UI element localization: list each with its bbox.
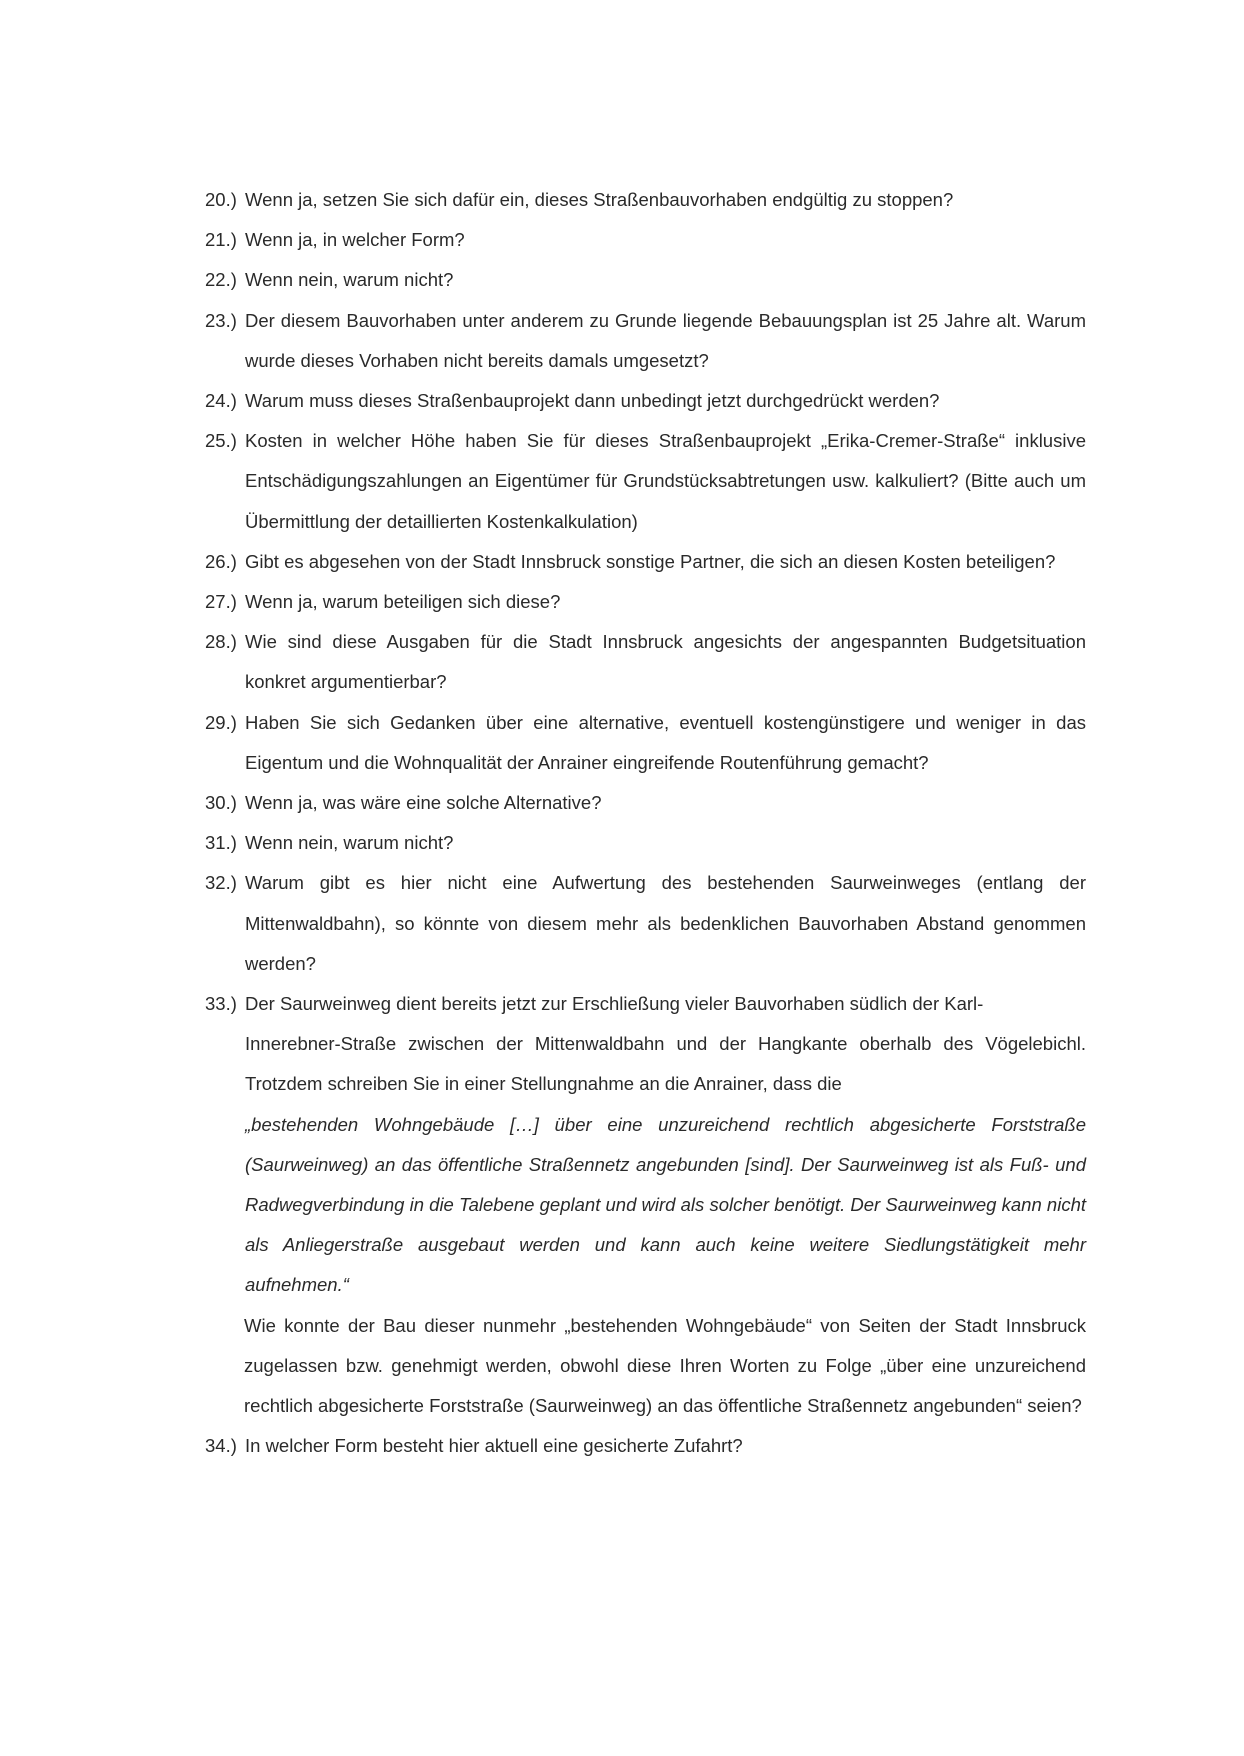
question-number: 25.) bbox=[205, 430, 237, 452]
question-text: Wie sind diese Ausgaben für die Stadt Innsbruck angesichts der angespannten Budgetsituation konkret argumentierbar? bbox=[245, 631, 1086, 693]
question-number: 33.) bbox=[205, 993, 237, 1015]
question-number: 30.) bbox=[205, 792, 237, 814]
question-number: 26.) bbox=[205, 550, 237, 572]
question-number: 24.) bbox=[205, 390, 237, 412]
question-33 bbox=[206, 984, 1086, 1426]
question-23 bbox=[206, 301, 1086, 381]
question-text: Haben Sie sich Gedanken über eine alternative, eventuell kostengünstigere und weniger in das Eigentum und die Wohnqualität der Anrainer eingreifende Routenführung gemacht? bbox=[245, 711, 1086, 773]
question-number: 29.) bbox=[205, 711, 237, 733]
question-text-continuation: Innerebner-Straße zwischen der Mittenwaldbahn und der Hangkante oberhalb des Vögelebichl. Trotzdem schreiben Sie in einer Stellungnahme an die Anrainer, dass die bbox=[245, 1033, 1086, 1095]
question-21 bbox=[206, 220, 1086, 260]
question-number: 32.) bbox=[205, 872, 237, 894]
question-text bbox=[245, 984, 1086, 1105]
question-number: 31.) bbox=[205, 832, 237, 854]
question-text: Wenn ja, in welcher Form? bbox=[245, 229, 465, 251]
follow-up-question: Wie konnte der Bau dieser nunmehr „bestehenden Wohngebäude“ von Seiten der Stadt Innsbruck zugelassen bzw. genehmigt werden, obwohl diese Ihren Worten zu Folge „über eine unzureichend rechtlich abgesicherte Forststraße (Saurweinweg) an das öffentliche Straßennetz angebunden“ seien? bbox=[244, 1314, 1086, 1417]
question-24 bbox=[206, 381, 1086, 421]
question-text: Wenn nein, warum nicht? bbox=[245, 269, 454, 291]
question-list bbox=[206, 180, 1086, 1467]
question-text: Wenn ja, warum beteiligen sich diese? bbox=[245, 591, 561, 613]
question-text-line-1: Der Saurweinweg dient bereits jetzt zur Erschließung vieler Bauvorhaben südlich der Karl- bbox=[245, 993, 984, 1015]
question-number: 22.) bbox=[205, 269, 237, 291]
question-text: Wenn ja, was wäre eine solche Alternative? bbox=[245, 792, 602, 814]
question-32 bbox=[206, 863, 1086, 984]
question-34 bbox=[206, 1426, 1086, 1466]
question-25 bbox=[206, 421, 1086, 542]
question-30 bbox=[206, 783, 1086, 823]
question-text: Wenn ja, setzen Sie sich dafür ein, dieses Straßenbauvorhaben endgültig zu stoppen? bbox=[245, 189, 954, 210]
question-number: 20.) bbox=[205, 189, 237, 210]
question-number: 34.) bbox=[205, 1435, 237, 1457]
question-22 bbox=[206, 260, 1086, 300]
question-number: 21.) bbox=[205, 229, 237, 251]
question-number: 23.) bbox=[205, 309, 237, 331]
question-text: Wenn nein, warum nicht? bbox=[245, 832, 454, 854]
question-31 bbox=[206, 823, 1086, 863]
question-text: Kosten in welcher Höhe haben Sie für dieses Straßenbauprojekt „Erika-Cremer-Straße“ inklusive Entschädigungszahlungen an Eigentümer für Grundstücksabtretungen usw. kalkuliert? (Bitte auch um Übermittlung der detaillierten Kostenkalkulation) bbox=[245, 430, 1086, 532]
question-28 bbox=[206, 622, 1086, 702]
question-text: Gibt es abgesehen von der Stadt Innsbruck sonstige Partner, die sich an diesen Kosten beteiligen? bbox=[245, 550, 1056, 572]
question-26 bbox=[206, 542, 1086, 582]
question-number: 27.) bbox=[205, 591, 237, 613]
question-27 bbox=[206, 582, 1086, 622]
question-number: 28.) bbox=[205, 631, 237, 653]
question-29 bbox=[206, 703, 1086, 783]
question-20 bbox=[206, 180, 1086, 220]
quoted-statement: „bestehenden Wohngebäude […] über eine unzureichend rechtlich abgesicherte Forststraße (Saurweinweg) an das öffentliche Straßennetz angebunden [sind]. Der Saurweinweg ist als Fuß- und Radwegverbindung in die Talebene geplant und wird als solcher benötigt. Der Saurweinweg kann nicht als Anliegerstraße ausgebaut werden und kann auch keine weitere Siedlungstätigkeit mehr aufnehmen.“ bbox=[245, 1113, 1086, 1296]
question-text: Der diesem Bauvorhaben unter anderem zu Grunde liegende Bebauungsplan ist 25 Jahre alt. Warum wurde dieses Vorhaben nicht bereits damals umgesetzt? bbox=[245, 309, 1086, 371]
question-text: Warum muss dieses Straßenbauprojekt dann unbedingt jetzt durchgedrückt werden? bbox=[245, 390, 940, 412]
question-text: Warum gibt es hier nicht eine Aufwertung des bestehenden Saurweinweges (entlang der Mittenwaldbahn), so könnte von diesem mehr als bedenklichen Bauvorhaben Abstand genommen werden? bbox=[245, 872, 1086, 974]
question-text: In welcher Form besteht hier aktuell eine gesicherte Zufahrt? bbox=[245, 1435, 743, 1457]
